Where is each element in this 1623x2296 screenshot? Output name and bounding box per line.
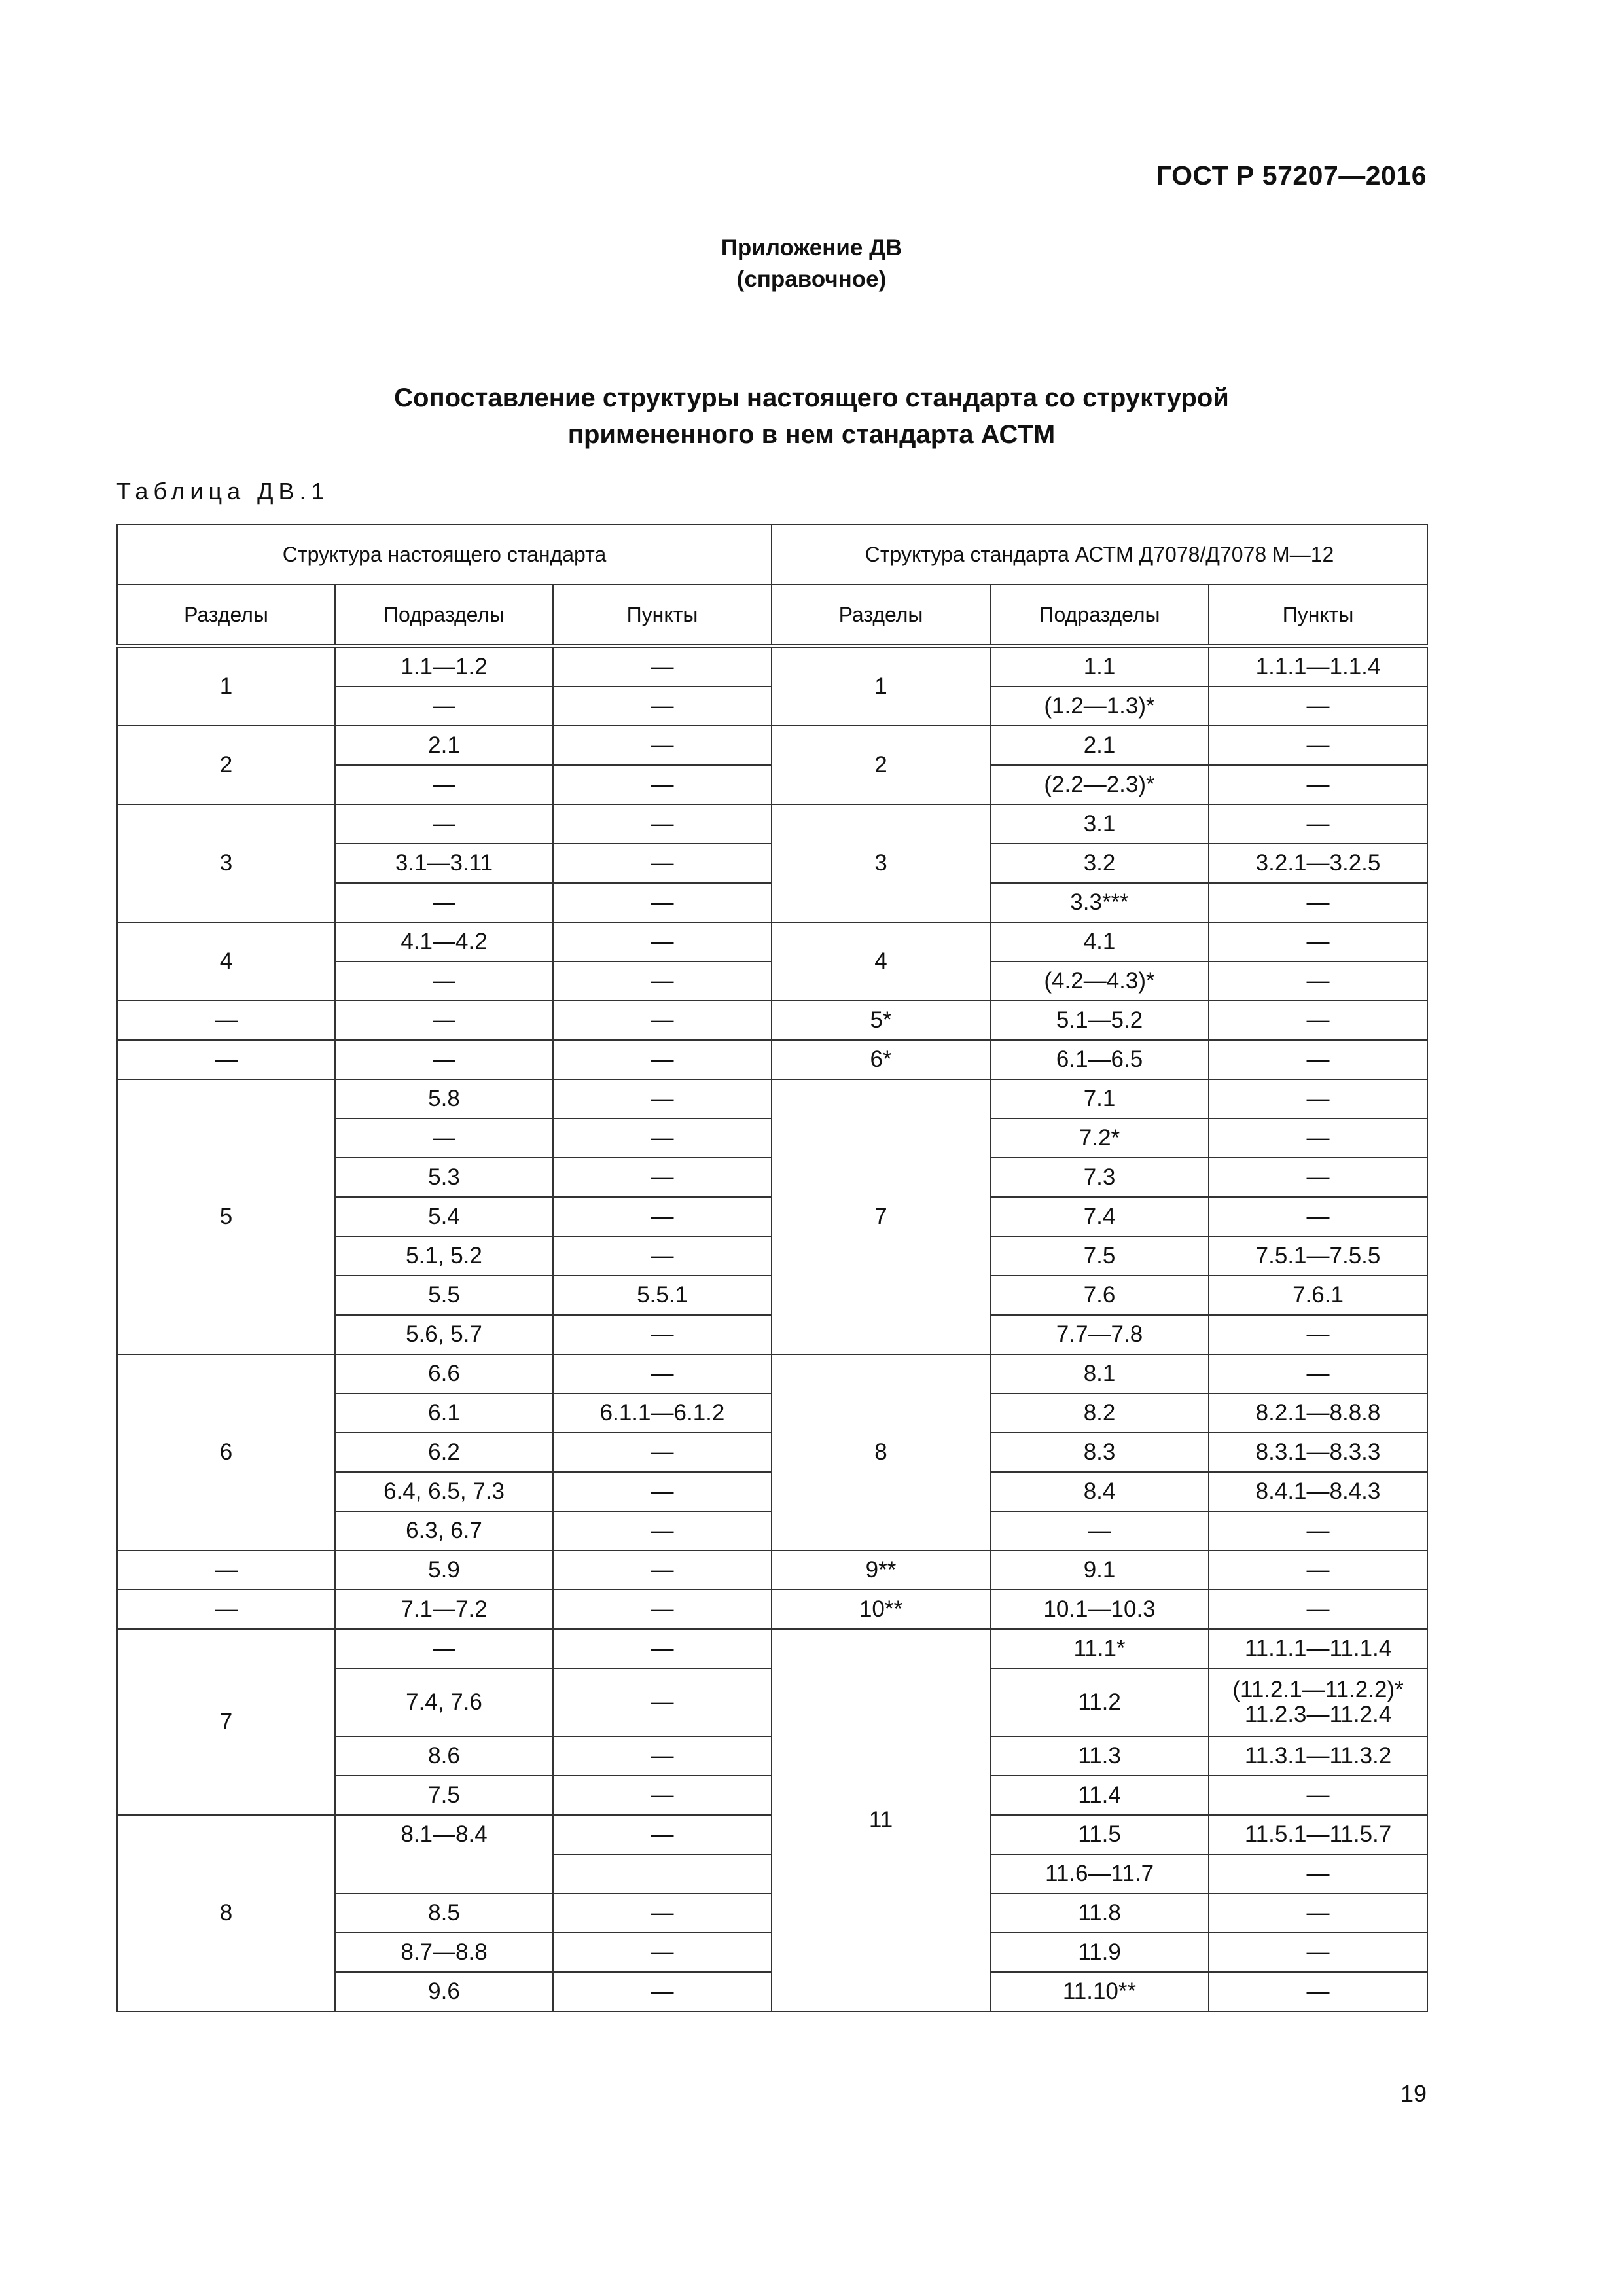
table-cell: 2 — [772, 726, 990, 804]
table-cell: — — [335, 1001, 553, 1040]
table-cell: 11 — [772, 1629, 990, 2011]
table-cell: 7.5.1—7.5.5 — [1209, 1236, 1427, 1276]
table-cell: 7.1 — [990, 1079, 1209, 1119]
table-cell: — — [335, 687, 553, 726]
table-cell: 8.6 — [335, 1736, 553, 1776]
table-cell: 8.2.1—8.8.8 — [1209, 1393, 1427, 1433]
table-cell — [1209, 1668, 1427, 1736]
table-cell: 11.5.1—11.5.7 — [1209, 1815, 1427, 1854]
table-row — [117, 1001, 1427, 1040]
table-cell: — — [335, 1629, 553, 1668]
table-cell: — — [1209, 765, 1427, 804]
table-cell: — — [1209, 1893, 1427, 1933]
table-cell: 2.1 — [990, 726, 1209, 765]
table-cell: 11.1.1—11.1.4 — [1209, 1629, 1427, 1668]
table-cell: — — [335, 883, 553, 922]
table-cell: — — [553, 765, 772, 804]
table-cell: 11.1* — [990, 1629, 1209, 1668]
table-cell: — — [553, 1933, 772, 1972]
table-cell: — — [553, 1433, 772, 1472]
table-cell: — — [553, 1001, 772, 1040]
table-cell: 11.10** — [990, 1972, 1209, 2011]
table-cell: — — [1209, 1315, 1427, 1354]
table-cell: — — [553, 883, 772, 922]
appendix-heading — [0, 232, 1623, 295]
column-header: Подразделы — [990, 584, 1209, 646]
table-cell: 7.5 — [990, 1236, 1209, 1276]
table-cell: — — [1209, 1551, 1427, 1590]
table-cell: — — [553, 1158, 772, 1197]
table-cell: 6.1—6.5 — [990, 1040, 1209, 1079]
table-cell: (2.2—2.3)* — [990, 765, 1209, 804]
table-cell: 5.9 — [335, 1551, 553, 1590]
table-cell: 1.1—1.2 — [335, 646, 553, 687]
table-caption: Таблица ДВ.1 — [116, 478, 330, 505]
table-cell: — — [553, 1972, 772, 2011]
table-cell: — — [553, 1079, 772, 1119]
table-row — [117, 1079, 1427, 1119]
table-cell: 6.1 — [335, 1393, 553, 1433]
table-cell: 11.3 — [990, 1736, 1209, 1776]
table-cell: — — [553, 1551, 772, 1590]
table-cell: — — [553, 1236, 772, 1276]
table-cell: 11.2 — [990, 1668, 1209, 1736]
document-code: ГОСТ Р 57207—2016 — [1156, 160, 1427, 190]
table-cell: 1.1 — [990, 646, 1209, 687]
table-cell: — — [553, 844, 772, 883]
table-cell: 5* — [772, 1001, 990, 1040]
table-cell: 4.1—4.2 — [335, 922, 553, 961]
table-cell: — — [1209, 1001, 1427, 1040]
table-cell — [553, 1854, 772, 1893]
table-cell: — — [335, 961, 553, 1001]
table-cell: — — [553, 804, 772, 844]
column-header: Подразделы — [335, 584, 553, 646]
table-cell: — — [335, 804, 553, 844]
table-cell: — — [1209, 1040, 1427, 1079]
table-cell: — — [553, 1668, 772, 1736]
table-cell: 1 — [772, 646, 990, 726]
table-cell: 5.5 — [335, 1276, 553, 1315]
table-cell: — — [553, 1197, 772, 1236]
table-cell: — — [117, 1590, 335, 1629]
table-cell: — — [1209, 726, 1427, 765]
table-cell: (4.2—4.3)* — [990, 961, 1209, 1001]
table-cell: 8.7—8.8 — [335, 1933, 553, 1972]
table-cell: 8.1—8.4 — [335, 1815, 553, 1893]
table-cell: — — [117, 1551, 335, 1590]
table-cell: 7.6.1 — [1209, 1276, 1427, 1315]
table-cell: 4.1 — [990, 922, 1209, 961]
group-header-this-standard: Структура настоящего стандарта — [117, 524, 772, 584]
table-cell-line: 11.2.3—11.2.4 — [1244, 1702, 1392, 1727]
table-cell: — — [553, 1590, 772, 1629]
table-cell: — — [117, 1001, 335, 1040]
table-cell: 5.8 — [335, 1079, 553, 1119]
table-cell: 1.1.1—1.1.4 — [1209, 646, 1427, 687]
table-cell: 3.3*** — [990, 883, 1209, 922]
table-cell: 5.5.1 — [553, 1276, 772, 1315]
table-row — [117, 1040, 1427, 1079]
table-cell: 3.1 — [990, 804, 1209, 844]
table-cell: — — [553, 1354, 772, 1393]
table-cell: — — [335, 1040, 553, 1079]
table-row — [117, 1590, 1427, 1629]
table-cell: — — [553, 1736, 772, 1776]
table-row — [117, 646, 1427, 687]
table-cell: — — [553, 1315, 772, 1354]
table-cell-line: (11.2.1—11.2.2)* — [1232, 1677, 1404, 1702]
table-cell: — — [553, 1472, 772, 1511]
table-cell: 7.4 — [990, 1197, 1209, 1236]
table-cell: 11.4 — [990, 1776, 1209, 1815]
table-cell: (1.2—1.3)* — [990, 687, 1209, 726]
table-cell: 5.1, 5.2 — [335, 1236, 553, 1276]
table-cell: — — [553, 687, 772, 726]
table-cell: 9.6 — [335, 1972, 553, 2011]
table-cell: — — [1209, 883, 1427, 922]
table-cell: 7 — [772, 1079, 990, 1354]
table-cell: 8.4.1—8.4.3 — [1209, 1472, 1427, 1511]
table-cell: — — [1209, 1933, 1427, 1972]
table-cell: 3 — [772, 804, 990, 922]
table-cell: 6 — [117, 1354, 335, 1551]
table-cell: 3 — [117, 804, 335, 922]
page-number: 19 — [1400, 2080, 1427, 2107]
table-cell: 7.5 — [335, 1776, 553, 1815]
table-cell: 7.4, 7.6 — [335, 1668, 553, 1736]
table-cell: — — [553, 1815, 772, 1854]
table-cell: — — [553, 726, 772, 765]
table-cell: 10** — [772, 1590, 990, 1629]
table-cell: 3.2 — [990, 844, 1209, 883]
table-cell: 5 — [117, 1079, 335, 1354]
table-cell: 6* — [772, 1040, 990, 1079]
table-column-header-row — [117, 584, 1427, 646]
table-cell: 3.1—3.11 — [335, 844, 553, 883]
table-cell: — — [553, 961, 772, 1001]
table-cell: 7.7—7.8 — [990, 1315, 1209, 1354]
table-cell: 9** — [772, 1551, 990, 1590]
table-cell: 7.6 — [990, 1276, 1209, 1315]
table-cell: 6.1.1—6.1.2 — [553, 1393, 772, 1433]
table-cell: 1 — [117, 646, 335, 726]
column-header: Разделы — [772, 584, 990, 646]
table-cell: — — [1209, 687, 1427, 726]
table-cell: 11.6—11.7 — [990, 1854, 1209, 1893]
table-cell: 11.9 — [990, 1933, 1209, 1972]
column-header: Пункты — [1209, 584, 1427, 646]
table-cell: — — [1209, 1854, 1427, 1893]
document-title-line-2: примененного в нем стандарта АСТМ — [567, 420, 1056, 449]
table-cell: 5.3 — [335, 1158, 553, 1197]
table-cell: — — [335, 1119, 553, 1158]
table-cell: — — [1209, 1197, 1427, 1236]
document-title-line-1: Сопоставление структуры настоящего стандарта со структурой — [394, 384, 1229, 412]
table-cell: 3.2.1—3.2.5 — [1209, 844, 1427, 883]
table-cell: — — [1209, 1354, 1427, 1393]
table-cell: 6.2 — [335, 1433, 553, 1472]
table-cell: 7.1—7.2 — [335, 1590, 553, 1629]
table-cell: — — [117, 1040, 335, 1079]
table-cell: 2 — [117, 726, 335, 804]
table-cell: 8.3 — [990, 1433, 1209, 1472]
appendix-kind: (справочное) — [736, 266, 887, 292]
table-cell: 6.4, 6.5, 7.3 — [335, 1472, 553, 1511]
table-row — [117, 1354, 1427, 1393]
table-cell: 8 — [117, 1815, 335, 2011]
appendix-title: Приложение ДВ — [721, 235, 902, 260]
table-cell: — — [1209, 1511, 1427, 1551]
table-cell: — — [1209, 1119, 1427, 1158]
table-cell: — — [553, 922, 772, 961]
table-cell: 5.6, 5.7 — [335, 1315, 553, 1354]
table-cell: 4 — [772, 922, 990, 1001]
table-cell: 11.5 — [990, 1815, 1209, 1854]
table-cell: 4 — [117, 922, 335, 1001]
table-row — [117, 1551, 1427, 1590]
table-cell: — — [553, 646, 772, 687]
table-cell: — — [1209, 1972, 1427, 2011]
table-cell: — — [553, 1040, 772, 1079]
table-cell: — — [553, 1776, 772, 1815]
table-cell: — — [553, 1629, 772, 1668]
table-cell: — — [1209, 1158, 1427, 1197]
table-cell: 7.2* — [990, 1119, 1209, 1158]
table-cell: 10.1—10.3 — [990, 1590, 1209, 1629]
table-cell: — — [553, 1119, 772, 1158]
table-cell: 8 — [772, 1354, 990, 1551]
table-cell: 8.2 — [990, 1393, 1209, 1433]
table-cell: 5.4 — [335, 1197, 553, 1236]
structure-comparison-table — [116, 524, 1428, 2012]
column-header: Пункты — [553, 584, 772, 646]
table-cell: 8.5 — [335, 1893, 553, 1933]
table-row — [117, 804, 1427, 844]
table-cell: — — [1209, 961, 1427, 1001]
table-row — [117, 1629, 1427, 1668]
group-header-astm-standard: Структура стандарта АСТМ Д7078/Д7078 М—12 — [772, 524, 1427, 584]
table-cell: 9.1 — [990, 1551, 1209, 1590]
document-title — [0, 380, 1623, 453]
table-cell: 2.1 — [335, 726, 553, 765]
table-cell: — — [553, 1511, 772, 1551]
table-cell: 8.3.1—8.3.3 — [1209, 1433, 1427, 1472]
table-group-header-row — [117, 524, 1427, 584]
table-cell: — — [1209, 922, 1427, 961]
table-cell: 11.3.1—11.3.2 — [1209, 1736, 1427, 1776]
table-cell: 7.3 — [990, 1158, 1209, 1197]
table-row — [117, 726, 1427, 765]
table-cell: — — [1209, 804, 1427, 844]
table-cell: 11.8 — [990, 1893, 1209, 1933]
table-cell: — — [553, 1893, 772, 1933]
table-cell: 6.3, 6.7 — [335, 1511, 553, 1551]
table-cell: — — [1209, 1590, 1427, 1629]
table-cell: 7 — [117, 1629, 335, 1815]
table-cell: — — [990, 1511, 1209, 1551]
table-row — [117, 922, 1427, 961]
table-cell: — — [1209, 1776, 1427, 1815]
table-cell: 8.1 — [990, 1354, 1209, 1393]
table-cell: — — [1209, 1079, 1427, 1119]
table-cell: 8.4 — [990, 1472, 1209, 1511]
column-header: Разделы — [117, 584, 335, 646]
table-cell: 6.6 — [335, 1354, 553, 1393]
table-cell: — — [335, 765, 553, 804]
table-cell: 5.1—5.2 — [990, 1001, 1209, 1040]
